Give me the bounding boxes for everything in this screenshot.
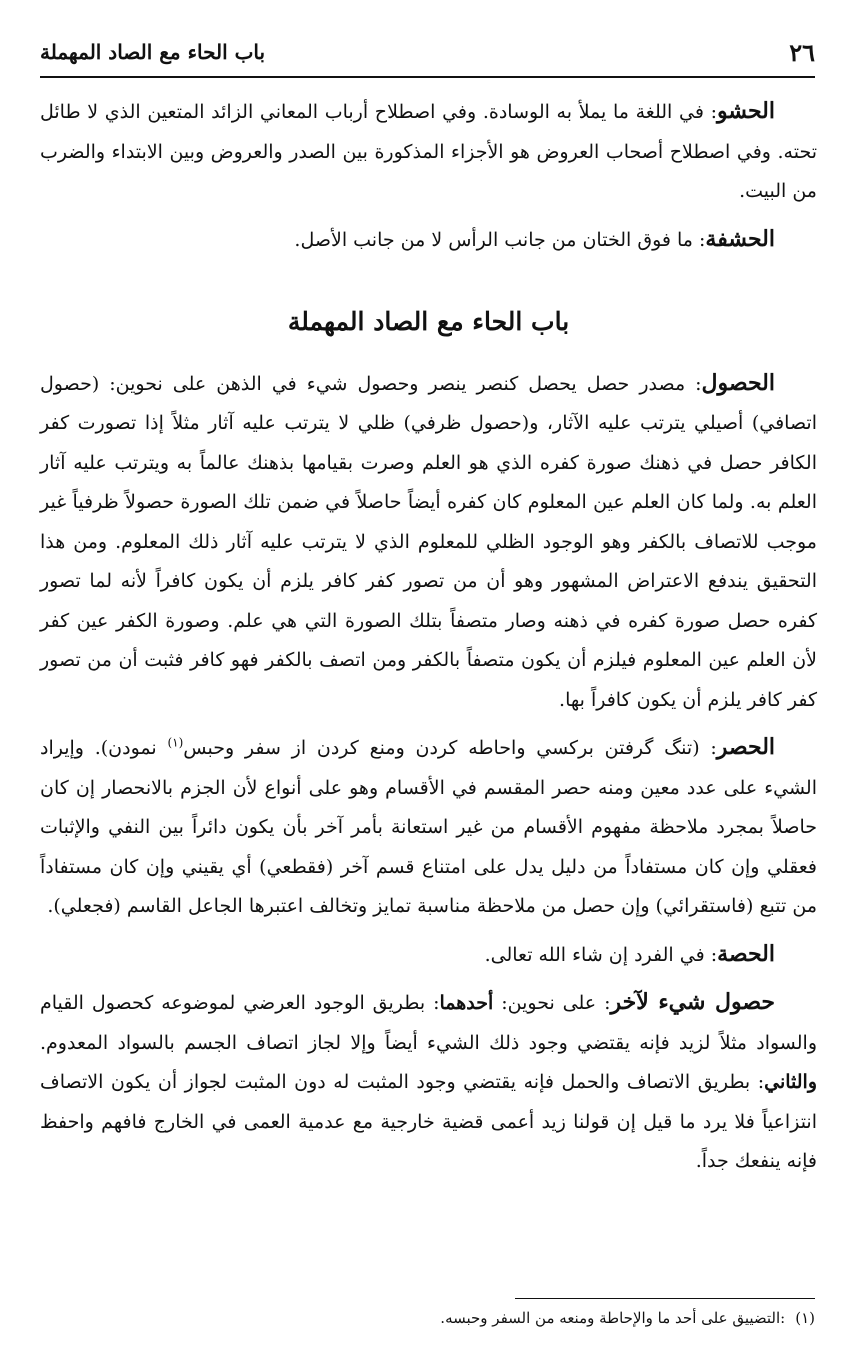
footnote-divider	[515, 1298, 815, 1299]
page-content	[40, 92, 817, 1190]
footnote-text: :التضييق على أحد ما والإحاطة ومنعه من السفر وحبسه.	[440, 1309, 786, 1327]
entry-hasr	[40, 728, 817, 927]
entry-text: : (تنگ گرفتن بركسي واحاطه كردن ومنع كردن از سفر وحبس	[183, 737, 717, 759]
entry-text: : في الفرد إن شاء الله تعالى.	[484, 943, 718, 966]
entry-hosool-shay	[40, 983, 817, 1182]
entry-term: الحصول	[701, 369, 775, 396]
entry-text: : بطريق الوجود العرضي لموضوعه كحصول القيام والسواد مثلاً لزيد فإنه يقتضي وجود ذلك الشيء أيضاً وإلا لجاز اتصاف الجسم بالسواد المعدوم.	[40, 992, 817, 1054]
page-header	[40, 32, 815, 78]
footnote-number: (١)	[795, 1309, 815, 1327]
entry-text: : ما فوق الختان من جانب الرأس لا من جانب الأصل.	[294, 228, 706, 251]
entry-term: الحشو	[716, 98, 775, 124]
entry-text: : مصدر حصل يحصل كنصر ينصر وحصول شيء في الذهن على نحوين: (حصول اتصافي) أصيلي يترتب عليه الآثار، و(حصول ظرفي) ظلي لا يترتب عليه آثار مثلاً إذا تصورت كفر الكافر حصل في ذهنك صورة كفره الذي هو العلم وصرت بقيامها بذهنك عالماً به ويترتب عليه آثار العلم به. ولما كان العلم عين المعلوم كان كفره أيضاً حاصلاً في ضمن تلك الصورة حصولاً ظرفياً غير موجب للاتصاف بالكفر وهو الوجود الظلي للمعلوم الذي لا يترتب عليه آثار ذلك المعلوم. ومن هذا التحقيق يندفع الاعتراض المشهور وهو أن من تصور كفر كافر يلزم أن يكون كافراً لأنه لما تصور كفره حصل صورة كفره في ذهنه وصار متصفاً بتلك الصورة التي هي علم. وصورة الكفر عين كفر لأن العلم عين المعلوم فيلزم أن يكون متصفاً بالكفر ومن اتصف بالكفر فهو كافر فثبت أن من تصور كفر كافر يلزم أن يكون كافراً بها.	[40, 372, 817, 711]
keyword-first: أحدهما	[439, 992, 494, 1014]
entry-text: : على نحوين:	[493, 992, 611, 1014]
entry-hashafa	[40, 220, 817, 261]
entry-text: : بطريق الاتصاف والحمل فإنه يقتضي وجود المثبت له دون المثبت لجواز أن يكون الاتصاف انتزاعياً فلا يرد ما قيل إن قولنا زيد أعمى قضية خارجية مع عدمية العمى في الخارج فافهم واحفظ فإنه ينفعك جداً.	[40, 1071, 817, 1172]
keyword-second: والثاني	[764, 1071, 817, 1093]
entry-hissa	[40, 935, 817, 976]
footnote	[40, 1306, 815, 1330]
footnote-reference[interactable]: (١)	[167, 735, 184, 750]
entry-hashw	[40, 92, 817, 212]
entry-term: الحصر	[716, 734, 776, 760]
entry-term: الحشفة	[705, 225, 775, 252]
entry-term: الحصة	[717, 940, 775, 967]
entry-hosool	[40, 364, 817, 721]
section-heading: باب الحاء مع الصاد المهملة	[287, 307, 570, 336]
running-title: باب الحاء مع الصاد المهملة	[40, 40, 266, 64]
entry-term: حصول شيء لآخر	[610, 989, 776, 1015]
page-number: ٢٦	[789, 37, 815, 67]
entry-text: : في اللغة ما يملأ به الوسادة. وفي اصطلاح أرباب المعاني الزائد المتعين الذي لا طائل تحته. وفي اصطلاح أصحاب العروض هو الأجزاء المذكورة بين الصدر والعروض وبين الابتداء والضرب من البيت.	[40, 101, 817, 202]
entry-text-continued: نمودن). وإيراد الشيء على عدد معين ومنه حصر المقسم في الأقسام وهو على أنواع لأن الجزم بالانحصار إن كان حاصلاً بمجرد ملاحظة مفهوم الأقسام من غير استعانة بأمر آخر بأن يكون دائراً بين النفي والإثبات فعقلي وإن كان مستفاداً من دليل يدل على امتناع قسم آخر (فقطعي) أي يقيني وإن كان مستفاداً من تتبع (فاستقرائي) وإن حصل من ملاحظة مناسبة تمايز وتخالف اعتبرها الجاعل القاسم (فجعلي).	[40, 737, 817, 917]
